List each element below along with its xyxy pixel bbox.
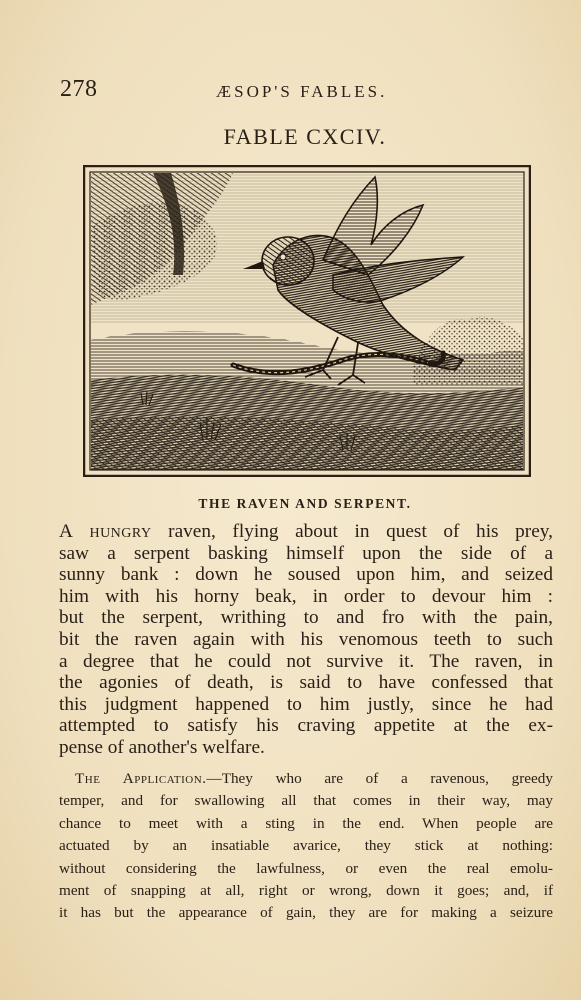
book-title: ÆSOP'S FABLES. xyxy=(216,82,388,101)
fable-text xyxy=(59,521,553,759)
fable-line: the agonies of death, is said to have confessed that xyxy=(59,672,553,694)
fable-line-text: raven, flying about in quest of his prey, xyxy=(151,521,553,542)
illustration-caption: THE RAVEN AND SERPENT. xyxy=(198,496,412,511)
application-line: it has but the appearance of gain, they are for making a seizure xyxy=(59,904,553,922)
running-head xyxy=(58,76,548,106)
application-line-text: —They who are of a ravenous, greedy xyxy=(206,770,553,787)
fable-number: FABLE CXCIV. xyxy=(223,124,387,149)
fable-line: sunny bank : down he soused upon him, and seized xyxy=(59,564,553,586)
application-line: without considering the lawfulness, or even the real emolu- xyxy=(59,859,553,877)
fable-lead-word: A hungry xyxy=(59,521,152,542)
fable-line: attempted to satisfy his craving appetite at the ex- xyxy=(59,715,553,737)
page-number: 278 xyxy=(60,76,98,102)
fable-line: this judgment happened to him justly, since he had xyxy=(59,693,553,715)
application-line: actuated by an insatiable avarice, they stick at nothing: xyxy=(59,837,553,855)
fable-line: bit the raven again with his venomous teeth to such xyxy=(59,628,553,650)
application-text xyxy=(59,768,553,925)
application-heading: The Application. xyxy=(75,770,207,787)
fable-line: a degree that he could not survive it. The raven, in xyxy=(59,650,553,672)
woodcut-illustration xyxy=(83,165,531,477)
fable-line xyxy=(59,521,553,543)
fable-line: him with his horny beak, in order to devour him : xyxy=(59,585,553,607)
fable-line: pense of another's welfare. xyxy=(59,736,265,758)
fable-line: saw a serpent basking himself upon the side of a xyxy=(59,542,553,564)
application-line: chance to meet with a sting in the end. When people are xyxy=(59,814,553,832)
application-line: temper, and for swallowing all that comes in their way, may xyxy=(59,792,553,810)
application-line: ment of snapping at all, right or wrong, down it goes; and, if xyxy=(59,882,553,900)
fable-line: but the serpent, writhing to and fro with the pain, xyxy=(59,607,553,629)
application-line xyxy=(59,768,553,790)
